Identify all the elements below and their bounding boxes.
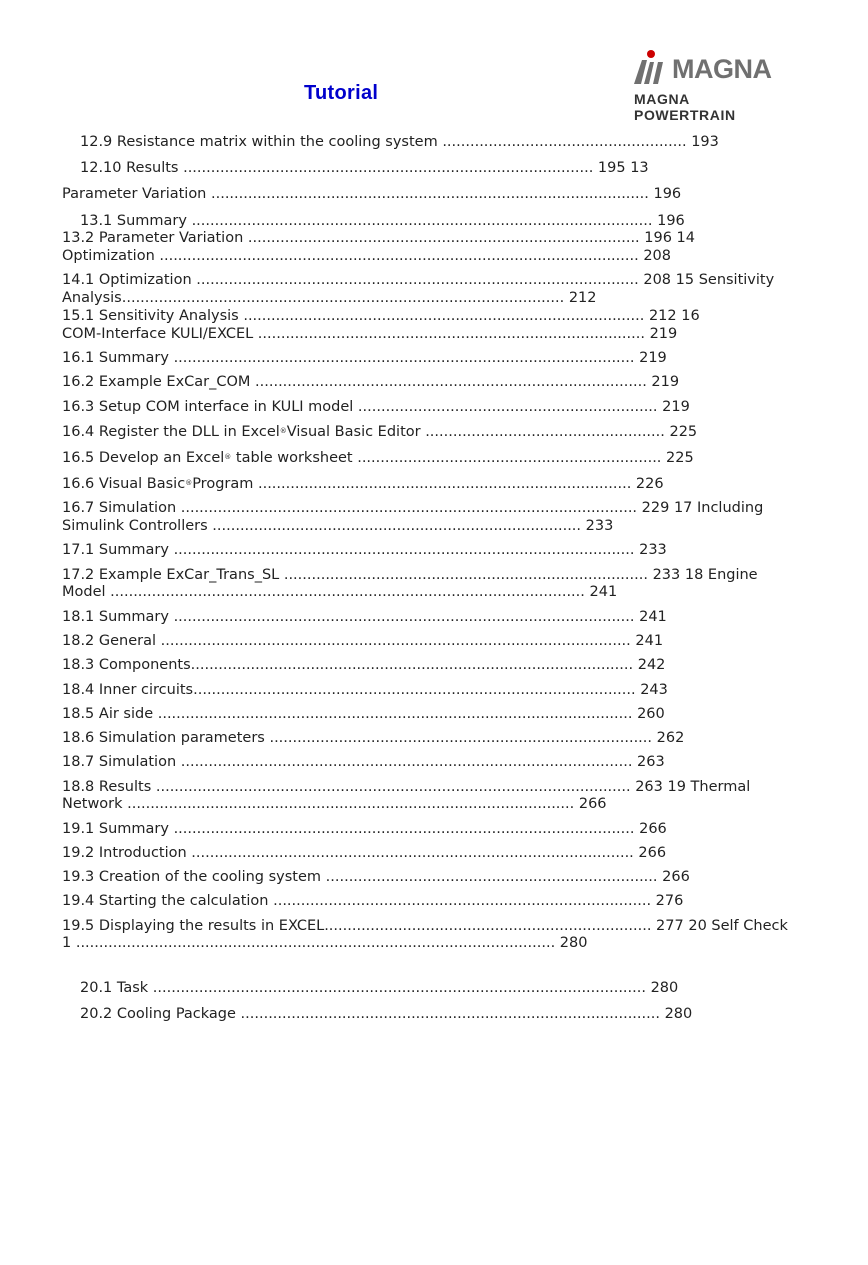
toc-line xyxy=(62,476,664,493)
toc-line: 18.7 Simulation .................................................................................................. 263 xyxy=(62,754,665,770)
toc-line: Analysis................................................................................................ 212 xyxy=(62,290,597,306)
toc-line: 1 ........................................................................................................ 280 xyxy=(62,935,588,951)
toc-line: 13.1 Summary .................................................................................................... 196 xyxy=(80,213,685,229)
registered-mark: ® xyxy=(279,427,287,435)
registered-mark: ® xyxy=(185,479,193,487)
toc-line: 19.4 Starting the calculation .................................................................................. 276 xyxy=(62,893,684,909)
toc-line: 18.1 Summary .................................................................................................... 241 xyxy=(62,609,667,625)
toc-text: 16.5 Develop an Excel xyxy=(62,450,225,466)
toc-line: 17.1 Summary .................................................................................................... 233 xyxy=(62,542,667,558)
toc-text: 16.4 Register the DLL in Excel xyxy=(62,424,280,440)
toc-line: 12.9 Resistance matrix within the cooling system ..................................................... 193 xyxy=(80,134,719,150)
registered-mark: ® xyxy=(224,453,232,461)
toc-line: 13.2 Parameter Variation ..................................................................................... 196 14 xyxy=(62,230,696,246)
toc-line: 15.1 Sensitivity Analysis ....................................................................................... 212 16 xyxy=(62,308,700,324)
toc-line: 19.2 Introduction ................................................................................................ 266 xyxy=(62,845,667,861)
toc-line: COM-Interface KULI/EXCEL .................................................................................... 219 xyxy=(62,326,678,342)
toc-line: 20.1 Task ........................................................................................................... 280 xyxy=(80,980,679,996)
toc-line: 16.7 Simulation ................................................................................................... 229 17 Including xyxy=(62,500,764,516)
toc-line: 12.10 Results ......................................................................................... 195 13 xyxy=(80,160,649,176)
toc-line: 17.2 Example ExCar_Trans_SL ............................................................................... 233 18 Engine xyxy=(62,567,758,583)
magna-logo xyxy=(632,48,790,123)
magna-emblem-icon xyxy=(632,50,672,86)
toc-line: 19.3 Creation of the cooling system ........................................................................ 266 xyxy=(62,869,690,885)
toc-line: 18.2 General ...................................................................................................... 241 xyxy=(62,633,664,649)
toc-line: 20.2 Cooling Package ........................................................................................... 280 xyxy=(80,1006,693,1022)
toc-line: 16.1 Summary .................................................................................................... 219 xyxy=(62,350,667,366)
toc-line xyxy=(62,424,697,441)
toc-text: Program ................................................................................. 226 xyxy=(192,476,664,492)
toc-line: 18.4 Inner circuits................................................................................................ 243 xyxy=(62,682,668,698)
logo-subtitle: MAGNA POWERTRAIN xyxy=(634,91,736,123)
logo-wordmark: MAGNA xyxy=(672,54,772,84)
toc-line: Simulink Controllers ................................................................................ 233 xyxy=(62,518,614,534)
toc-text: 16.6 Visual Basic xyxy=(62,476,186,492)
toc-line xyxy=(62,450,694,467)
toc-line: 18.5 Air side ....................................................................................................... 260 xyxy=(62,706,665,722)
toc-line: 16.3 Setup COM interface in KULI model ................................................................. 219 xyxy=(62,399,690,415)
toc-text: table worksheet .................................................................. 225 xyxy=(231,450,694,466)
toc-line: Optimization ........................................................................................................ 208 xyxy=(62,248,671,264)
toc-line: Parameter Variation ............................................................................................... 196 xyxy=(62,186,682,202)
toc-text: Visual Basic Editor .................................................... 225 xyxy=(286,424,698,440)
toc-line: 16.2 Example ExCar_COM ..................................................................................... 219 xyxy=(62,374,680,390)
toc-line: 18.8 Results ....................................................................................................... 263 19 Thermal xyxy=(62,779,751,795)
toc-line: 18.3 Components................................................................................................ 242 xyxy=(62,657,666,673)
document-title: Tutorial xyxy=(304,82,379,104)
toc-line: Network ................................................................................................. 266 xyxy=(62,796,607,812)
toc-line: 14.1 Optimization ................................................................................................ 208 15 Sensitivity xyxy=(62,272,775,288)
toc-line: 19.5 Displaying the results in EXCEL....................................................................... 277 20 Self Check xyxy=(62,918,788,934)
toc-line: 19.1 Summary .................................................................................................... 266 xyxy=(62,821,667,837)
toc-line: Model ....................................................................................................... 241 xyxy=(62,584,618,600)
toc-line: 18.6 Simulation parameters ................................................................................... 262 xyxy=(62,730,685,746)
